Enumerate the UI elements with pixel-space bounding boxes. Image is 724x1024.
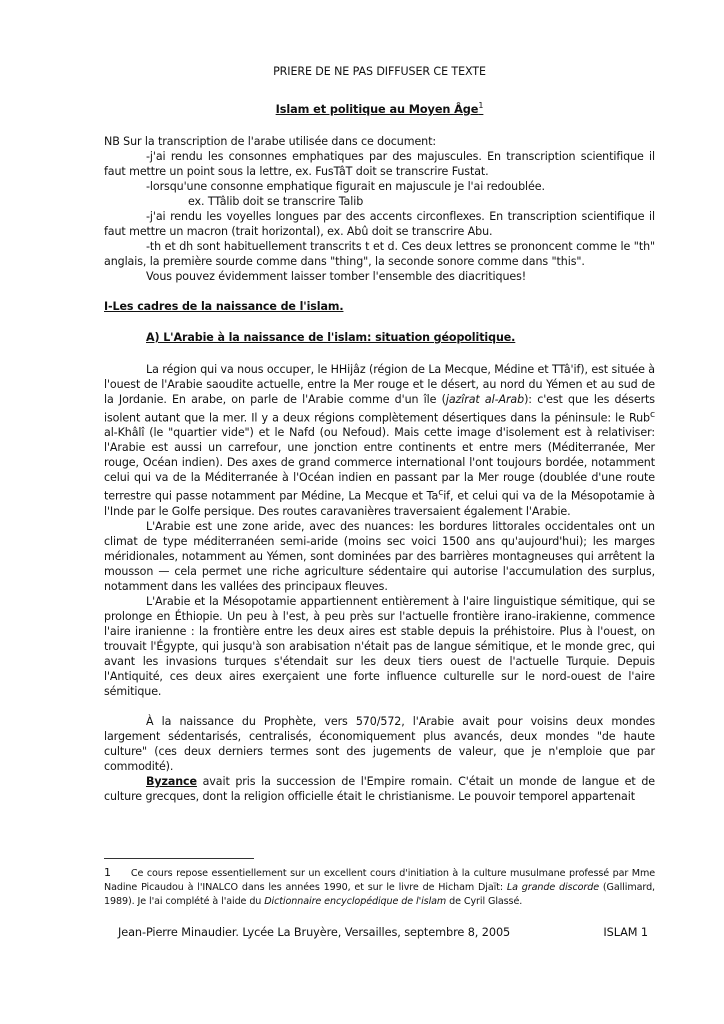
nb-item-diacritics: Vous pouvez évidemment laisser tomber l'ensemble des diacritiques! <box>146 269 527 283</box>
footnote-book-title: La grande discorde <box>506 882 600 893</box>
byzance-keyword: Byzance <box>146 775 197 789</box>
footer-author: Jean-Pierre Minaudier. Lycée La Bruyère, Versailles, septembre 8, 2005 <box>118 926 511 939</box>
nb-item-doubled: -lorsqu'une consonne emphatique figurait en majuscule je l'ai redoublée. <box>146 179 545 193</box>
paragraph-byzance <box>104 774 655 804</box>
transcription-note <box>104 134 655 284</box>
paragraph-hijaz <box>104 362 655 519</box>
nb-item-example: ex. TTâlib doit se transcrire Talib <box>188 194 364 208</box>
page-content <box>104 64 655 804</box>
para1-part-d: if, et celui qui va de la Mésopotamie à l'Inde par le Golfe persique. Des routes caravanières traversaient également l'Arabie. <box>104 490 655 519</box>
footer-page-label: ISLAM 1 <box>603 926 648 939</box>
section-heading-1: I-Les cadres de la naissance de l'islam. <box>104 299 344 313</box>
footnote-part-a: Ce cours repose essentiellement sur un excellent cours d'initiation à la culture musulmane professé par Mme Nadine Picaudou à l'INALCO dans les années 1990, et sur le livre de Hicham Djaït: <box>104 868 655 893</box>
footnote-1 <box>104 866 655 909</box>
para1-ayn-mark-2: c <box>438 487 444 499</box>
distribution-notice: PRIERE DE NE PAS DIFFUSER CE TEXTE <box>273 65 486 78</box>
nb-intro: NB Sur la transcription de l'arabe utilisée dans ce document: <box>104 134 436 148</box>
nb-item-long-vowels: -j'ai rendu les voyelles longues par des accents circonflexes. En transcription scientifique il faut mettre un macron (trait horizontal), ex. Abû doit se transcrire Abu. <box>104 209 655 238</box>
footnote-separator <box>104 858 254 859</box>
para1-part-c: al-Khâlî (le "quartier vide") et le Nafd (ou Nefoud). Mais cette image d'isolement est à relativiser: l'Arabie est aussi un carrefour, une jonction entre continents et entre mers (Méditerranée, Mer rouge, Océan indien). Des axes de grand commerce international l'ont toujours bordée, notamment celui qui va de la Méditerranée à l'Océan indien en passant par la Mer rouge (doublée d'une route terrestre qui passe notamment par Médine, La Mecque et Ta <box>104 426 655 504</box>
footnote-part-b: (Gallimard, 1989). Je l'ai complété à l'aide du <box>104 882 656 907</box>
subsection-heading-a: A) L'Arabie à la naissance de l'islam: situation géopolitique. <box>146 330 516 344</box>
paragraph-climate: L'Arabie est une zone aride, avec des nuances: les bordures littorales occidentales ont un climat de type méditerranéen semi-aride (moins sec voici 1500 ans qu'aujourd'hui); les marges méridionales, notamment au Yémen, sont dominées par des barrières montagneuses qui arrêtent la mousson — cela permet une riche agriculture sédentaire qui autorise l'accumulation des surplus, notamment dans les vallées des principaux fleuves. <box>104 520 655 594</box>
para1-part-b: ): c'est que les déserts isolent autant que la mer. Il y a deux régions complètement désertiques dans la péninsule: le Rub <box>104 392 655 425</box>
para1-arabic-term: jazîrat al-Arab <box>445 392 525 406</box>
para1-ayn-mark: c <box>650 408 655 420</box>
paragraph-languages: L'Arabie et la Mésopotamie appartiennent entièrement à l'aire linguistique sémitique, qui se prolonge en Éthiopie. Un peu à l'est, à peu près sur l'actuelle frontière irano-irakienne, commence l'aire iranienne : la frontière entre les deux aires est stable depuis la préhistoire. Plus à l'ouest, on trouvait l'Égypte, qui jusqu'à son arabisation n'était pas de langue sémitique, et le monde grec, qui avant les invasions turques s'étendait sur les deux tiers ouest de l'actuelle Turquie. Depuis l'Antiquité, ces deux aires exerçaient une forte influence culturelle sur le nord-ouest de l'aire sémitique. <box>104 595 655 699</box>
nb-item-th-dh: -th et dh sont habituellement transcrits t et d. Ces deux lettres se prononcent comme le "th" anglais, la première sourde comme dans "thing", la seconde sonore comme dans "this". <box>104 239 655 268</box>
footnote-number: 1 <box>104 866 111 879</box>
footnote-part-c: de Cyril Glassé. <box>446 896 523 907</box>
document-title <box>104 98 655 118</box>
byzance-text: avait pris la succession de l'Empire romain. C'était un monde de langue et de culture grecques, dont la religion officielle était le christianisme. Le pouvoir temporel appartenait <box>104 775 655 804</box>
title-footnote-ref[interactable]: 1 <box>478 101 484 110</box>
footnote-dictionary-title: Dictionnaire encyclopédique de l'islam <box>264 896 447 907</box>
nb-item-emphatics: -j'ai rendu les consonnes emphatiques par des majuscules. En transcription scientifique il faut mettre un point sous la lettre, ex. FusTâT doit se transcrire Fustat. <box>104 149 655 178</box>
document-title-text: Islam et politique au Moyen Âge <box>275 102 479 116</box>
paragraph-prophet: À la naissance du Prophète, vers 570/572, l'Arabie avait pour voisins deux mondes largement sédentarisés, centralisés, économiquement plus avancés, deux mondes "de haute culture" (ces deux derniers termes sont des jugements de valeur, que je n'emploie que par commodité). <box>104 715 655 774</box>
paragraph-gap <box>104 699 655 714</box>
para1-part-a: La région qui va nous occuper, le HHijâz (région de La Mecque, Médine et TTâ'if), est située à l'ouest de l'Arabie saoudite actuelle, entre la Mer rouge et le désert, au nord du Yémen et au sud de la Jordanie. En arabe, on parle de l'Arabie comme d'un île ( <box>104 362 655 406</box>
